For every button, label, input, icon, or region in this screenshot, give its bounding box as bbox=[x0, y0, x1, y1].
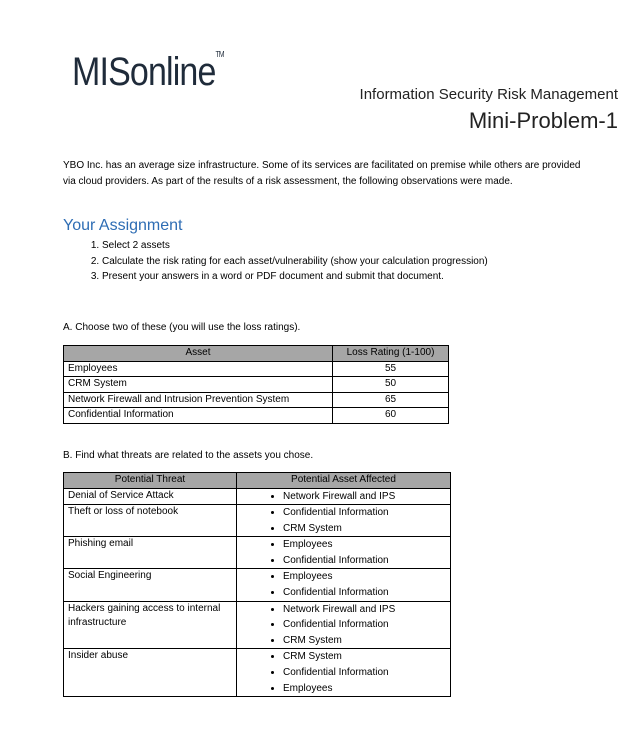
list-item: • CRM System bbox=[283, 649, 446, 665]
list-item: • Confidential Information bbox=[283, 617, 446, 633]
list-item: 1. Select 2 assets bbox=[102, 238, 488, 254]
table-row bbox=[64, 488, 451, 505]
table-row bbox=[64, 537, 451, 569]
subtitle: Information Security Risk Management bbox=[359, 86, 618, 103]
threat-table bbox=[63, 472, 451, 697]
asset-cell: CRM System bbox=[64, 377, 333, 393]
list-item: • Network Firewall and IPS bbox=[283, 602, 446, 618]
table-row bbox=[64, 377, 449, 393]
column-header: Potential Threat bbox=[64, 473, 237, 489]
list-item: • CRM System bbox=[283, 521, 446, 537]
threat-cell: Insider abuse bbox=[64, 649, 237, 697]
section-b-label: B. Find what threats are related to the assets you chose. bbox=[63, 450, 314, 461]
rating-cell: 50 bbox=[333, 377, 449, 393]
list-item: • Confidential Information bbox=[283, 665, 446, 681]
assets-cell bbox=[237, 649, 451, 697]
list-item: • Confidential Information bbox=[283, 505, 446, 521]
column-header: Loss Rating (1-100) bbox=[333, 346, 449, 362]
threat-cell: Theft or loss of notebook bbox=[64, 505, 237, 537]
table-row bbox=[64, 569, 451, 601]
list-item: • Employees bbox=[283, 569, 446, 585]
misonline-logo bbox=[72, 50, 224, 95]
assets-cell bbox=[237, 488, 451, 505]
rating-cell: 65 bbox=[333, 392, 449, 408]
list-item: • Network Firewall and IPS bbox=[283, 489, 446, 505]
threat-cell: Social Engineering bbox=[64, 569, 237, 601]
threat-cell: Hackers gaining access to internal infrastructure bbox=[64, 601, 237, 649]
section-a-label: A. Choose two of these (you will use the loss ratings). bbox=[63, 322, 301, 333]
table-row bbox=[64, 392, 449, 408]
table-row bbox=[64, 505, 451, 537]
rating-cell: 55 bbox=[333, 361, 449, 377]
column-header: Asset bbox=[64, 346, 333, 362]
assignment-list bbox=[66, 238, 488, 285]
assets-cell bbox=[237, 505, 451, 537]
list-item: • Employees bbox=[283, 681, 446, 697]
assets-cell bbox=[237, 537, 451, 569]
column-header: Potential Asset Affected bbox=[237, 473, 451, 489]
list-item: • Confidential Information bbox=[283, 553, 446, 569]
table-row bbox=[64, 361, 449, 377]
logo-tm: TM bbox=[215, 50, 224, 59]
logo-text: MISonline bbox=[72, 50, 216, 94]
list-item: • Employees bbox=[283, 537, 446, 553]
list-item: • CRM System bbox=[283, 633, 446, 649]
asset-cell: Confidential Information bbox=[64, 408, 333, 424]
page-title: Mini-Problem-1 bbox=[468, 108, 618, 133]
list-item: • Confidential Information bbox=[283, 585, 446, 601]
asset-cell: Network Firewall and Intrusion Prevention System bbox=[64, 392, 333, 408]
intro-paragraph: YBO Inc. has an average size infrastructure. Some of its services are facilitated on premise while others are provided via cloud providers. As part of the results of a risk assessment, the following observations were made. bbox=[63, 160, 581, 187]
list-item: 2. Calculate the risk rating for each asset/vulnerability (show your calculation progression) bbox=[102, 254, 488, 270]
list-item: 3. Present your answers in a word or PDF document and submit that document. bbox=[102, 269, 488, 285]
assets-cell bbox=[237, 601, 451, 649]
table-row bbox=[64, 408, 449, 424]
threat-cell: Phishing email bbox=[64, 537, 237, 569]
threat-cell: Denial of Service Attack bbox=[64, 488, 237, 505]
asset-table bbox=[63, 345, 449, 424]
rating-cell: 60 bbox=[333, 408, 449, 424]
asset-cell: Employees bbox=[64, 361, 333, 377]
table-row bbox=[64, 649, 451, 697]
table-row bbox=[64, 601, 451, 649]
assignment-heading: Your Assignment bbox=[63, 217, 183, 234]
assets-cell bbox=[237, 569, 451, 601]
